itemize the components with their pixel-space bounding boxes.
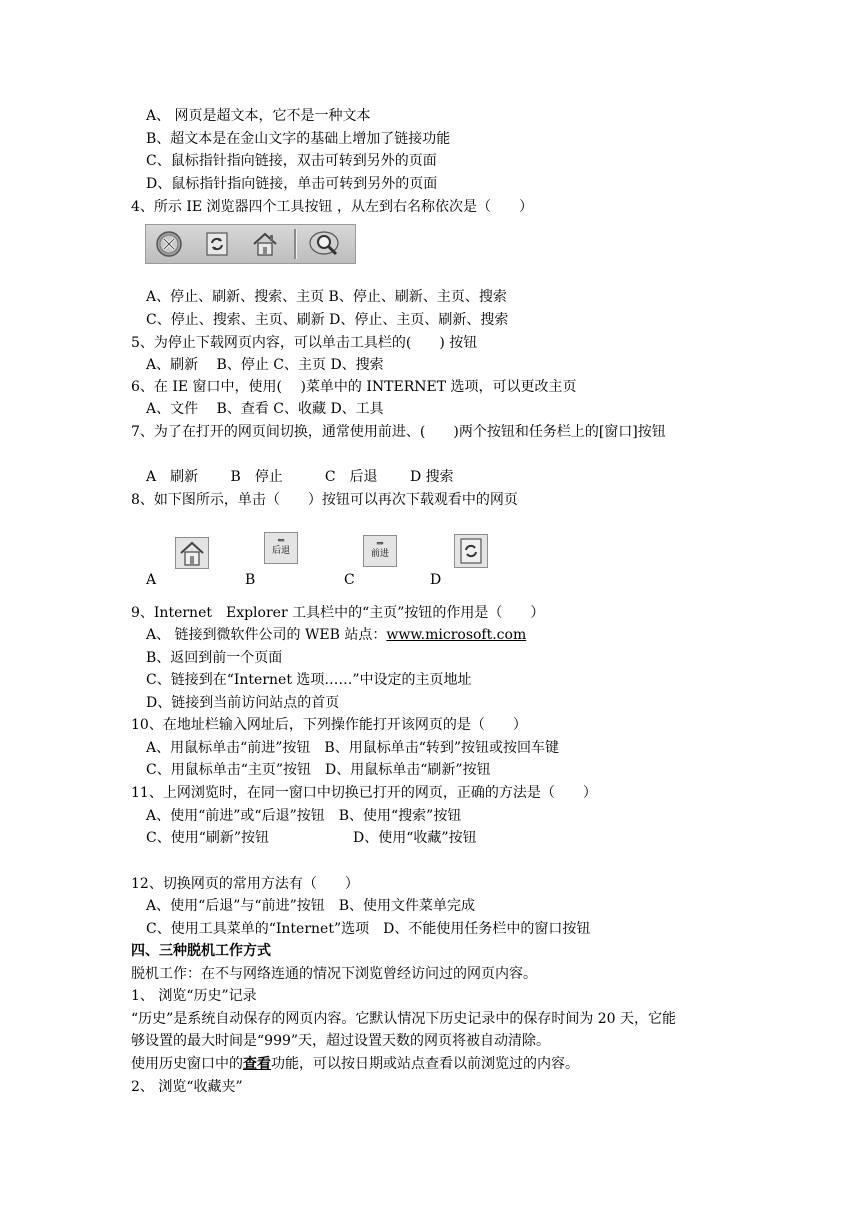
history-usage (131, 1054, 579, 1074)
q9-option-b: B、返回到前一个页面 (146, 650, 283, 666)
q12-options-ab: A、使用“后退”与“前进”按钮 B、使用文件菜单完成 (146, 898, 476, 914)
q11-options-ab: A、使用“前进”或“后退”按钮 B、使用“搜索”按钮 (146, 808, 462, 824)
refresh-icon (454, 534, 488, 568)
q8-label-a: A (146, 572, 157, 588)
q8-label-d: D (430, 572, 442, 588)
stop-icon (154, 229, 184, 259)
q9-question: 9、Internet Explorer 工具栏中的“主页”按钮的作用是（ ） (131, 605, 545, 621)
back-label: 后退 (271, 546, 290, 556)
q3-option-a: A、 网页是超文本，它不是一种文本 (146, 108, 371, 124)
q3-option-c: C、鼠标指针指向链接，双击可转到另外的页面 (146, 153, 437, 169)
q12-options-cd: C、使用工具菜单的“Internet”选项 D、不能使用任务栏中的窗口按钮 (146, 921, 591, 937)
q11-question: 11、上网浏览时，在同一窗口中切换已打开的网页，正确的方法是（ ） (131, 785, 597, 801)
favorites-heading: 2、 浏览“收藏夹” (131, 1079, 243, 1095)
q9-option-a-text: A、 链接到微软件公司的 WEB 站点： (146, 627, 387, 643)
q12-question: 12、切换网页的常用方法有（ ） (131, 876, 359, 892)
q9-option-c: C、链接到在“Internet 选项……”中设定的主页地址 (146, 672, 472, 688)
q10-options-cd: C、用鼠标单击“主页”按钮 D、用鼠标单击“刷新”按钮 (146, 762, 491, 778)
history-usage-prefix: 使用历史窗口中的 (131, 1056, 243, 1072)
refresh-icon (202, 229, 232, 259)
history-heading: 1、 浏览“历史”记录 (131, 988, 257, 1004)
q6-question: 6、在 IE 窗口中，使用( )菜单中的 INTERNET 选项，可以更改主页 (131, 379, 577, 395)
microsoft-link[interactable]: www.microsoft.com (386, 627, 527, 643)
q10-question: 10、在地址栏输入网址后，下列操作能打开该网页的是（ ） (131, 717, 527, 733)
history-usage-suffix: 功能，可以按日期或站点查看以前浏览过的内容。 (271, 1056, 579, 1072)
q3-option-b: B、超文本是在金山文字的基础上增加了链接功能 (146, 131, 451, 147)
q8-label-b: B (245, 572, 256, 588)
q3-option-d: D、鼠标指针指向链接，单击可转到另外的页面 (146, 176, 438, 192)
section-heading: 四、三种脱机工作方式 (131, 943, 271, 959)
q4-options-cd: C、停止、搜索、主页、刷新 D、停止、主页、刷新、搜索 (146, 312, 509, 328)
toolbar-separator (294, 229, 297, 259)
q11-options-cd: C、使用“刷新”按钮 D、使用“收藏”按钮 (146, 830, 477, 846)
history-paragraph-line1: “历史”是系统自动保存的网页内容。它默认情况下历史记录中的保存时间为 20 天，它能 (131, 1011, 677, 1027)
q7-question: 7、为了在打开的网页间切换，通常使用前进、( )两个按钮和任务栏上的[窗口]按钮 (131, 424, 666, 440)
offline-definition: 脱机工作：在不与网络连通的情况下浏览曾经访问过的网页内容。 (131, 966, 537, 982)
back-icon: ⇐ 后退 (264, 532, 298, 564)
q9-option-d: D、链接到当前访问站点的首页 (146, 695, 340, 711)
view-keyword: 查看 (243, 1056, 271, 1072)
search-icon (306, 229, 346, 259)
q6-options: A、文件 B、查看 C、收藏 D、工具 (146, 401, 384, 417)
forward-icon: ⇒ 前进 (363, 535, 397, 567)
q4-options-ab: A、停止、刷新、搜索、主页 B、停止、刷新、主页、搜索 (146, 289, 507, 305)
q8-question: 8、如下图所示，单击（ ）按钮可以再次下载观看中的网页 (131, 492, 518, 508)
history-paragraph-line2: 够设置的最大时间是“999”天，超过设置天数的网页将被自动清除。 (131, 1033, 551, 1049)
home-icon (175, 537, 209, 569)
q5-question: 5、为停止下载网页内容，可以单击工具栏的( ) 按钮 (131, 335, 478, 351)
q8-label-c: C (344, 572, 355, 588)
q10-options-ab: A、用鼠标单击“前进”按钮 B、用鼠标单击“转到”按钮或按回车键 (146, 740, 560, 756)
home-icon (250, 229, 280, 259)
ie-toolbar-image (145, 224, 356, 264)
q7-options: A 刷新 B 停止 C 后退 D 搜索 (146, 469, 454, 485)
q9-option-a (146, 625, 526, 645)
q5-options: A、刷新 B、停止 C、主页 D、搜索 (146, 357, 384, 373)
forward-label: 前进 (370, 549, 389, 559)
q4-question: 4、所示 IE 浏览器四个工具按钮 ，从左到右名称依次是（ ） (131, 199, 534, 215)
